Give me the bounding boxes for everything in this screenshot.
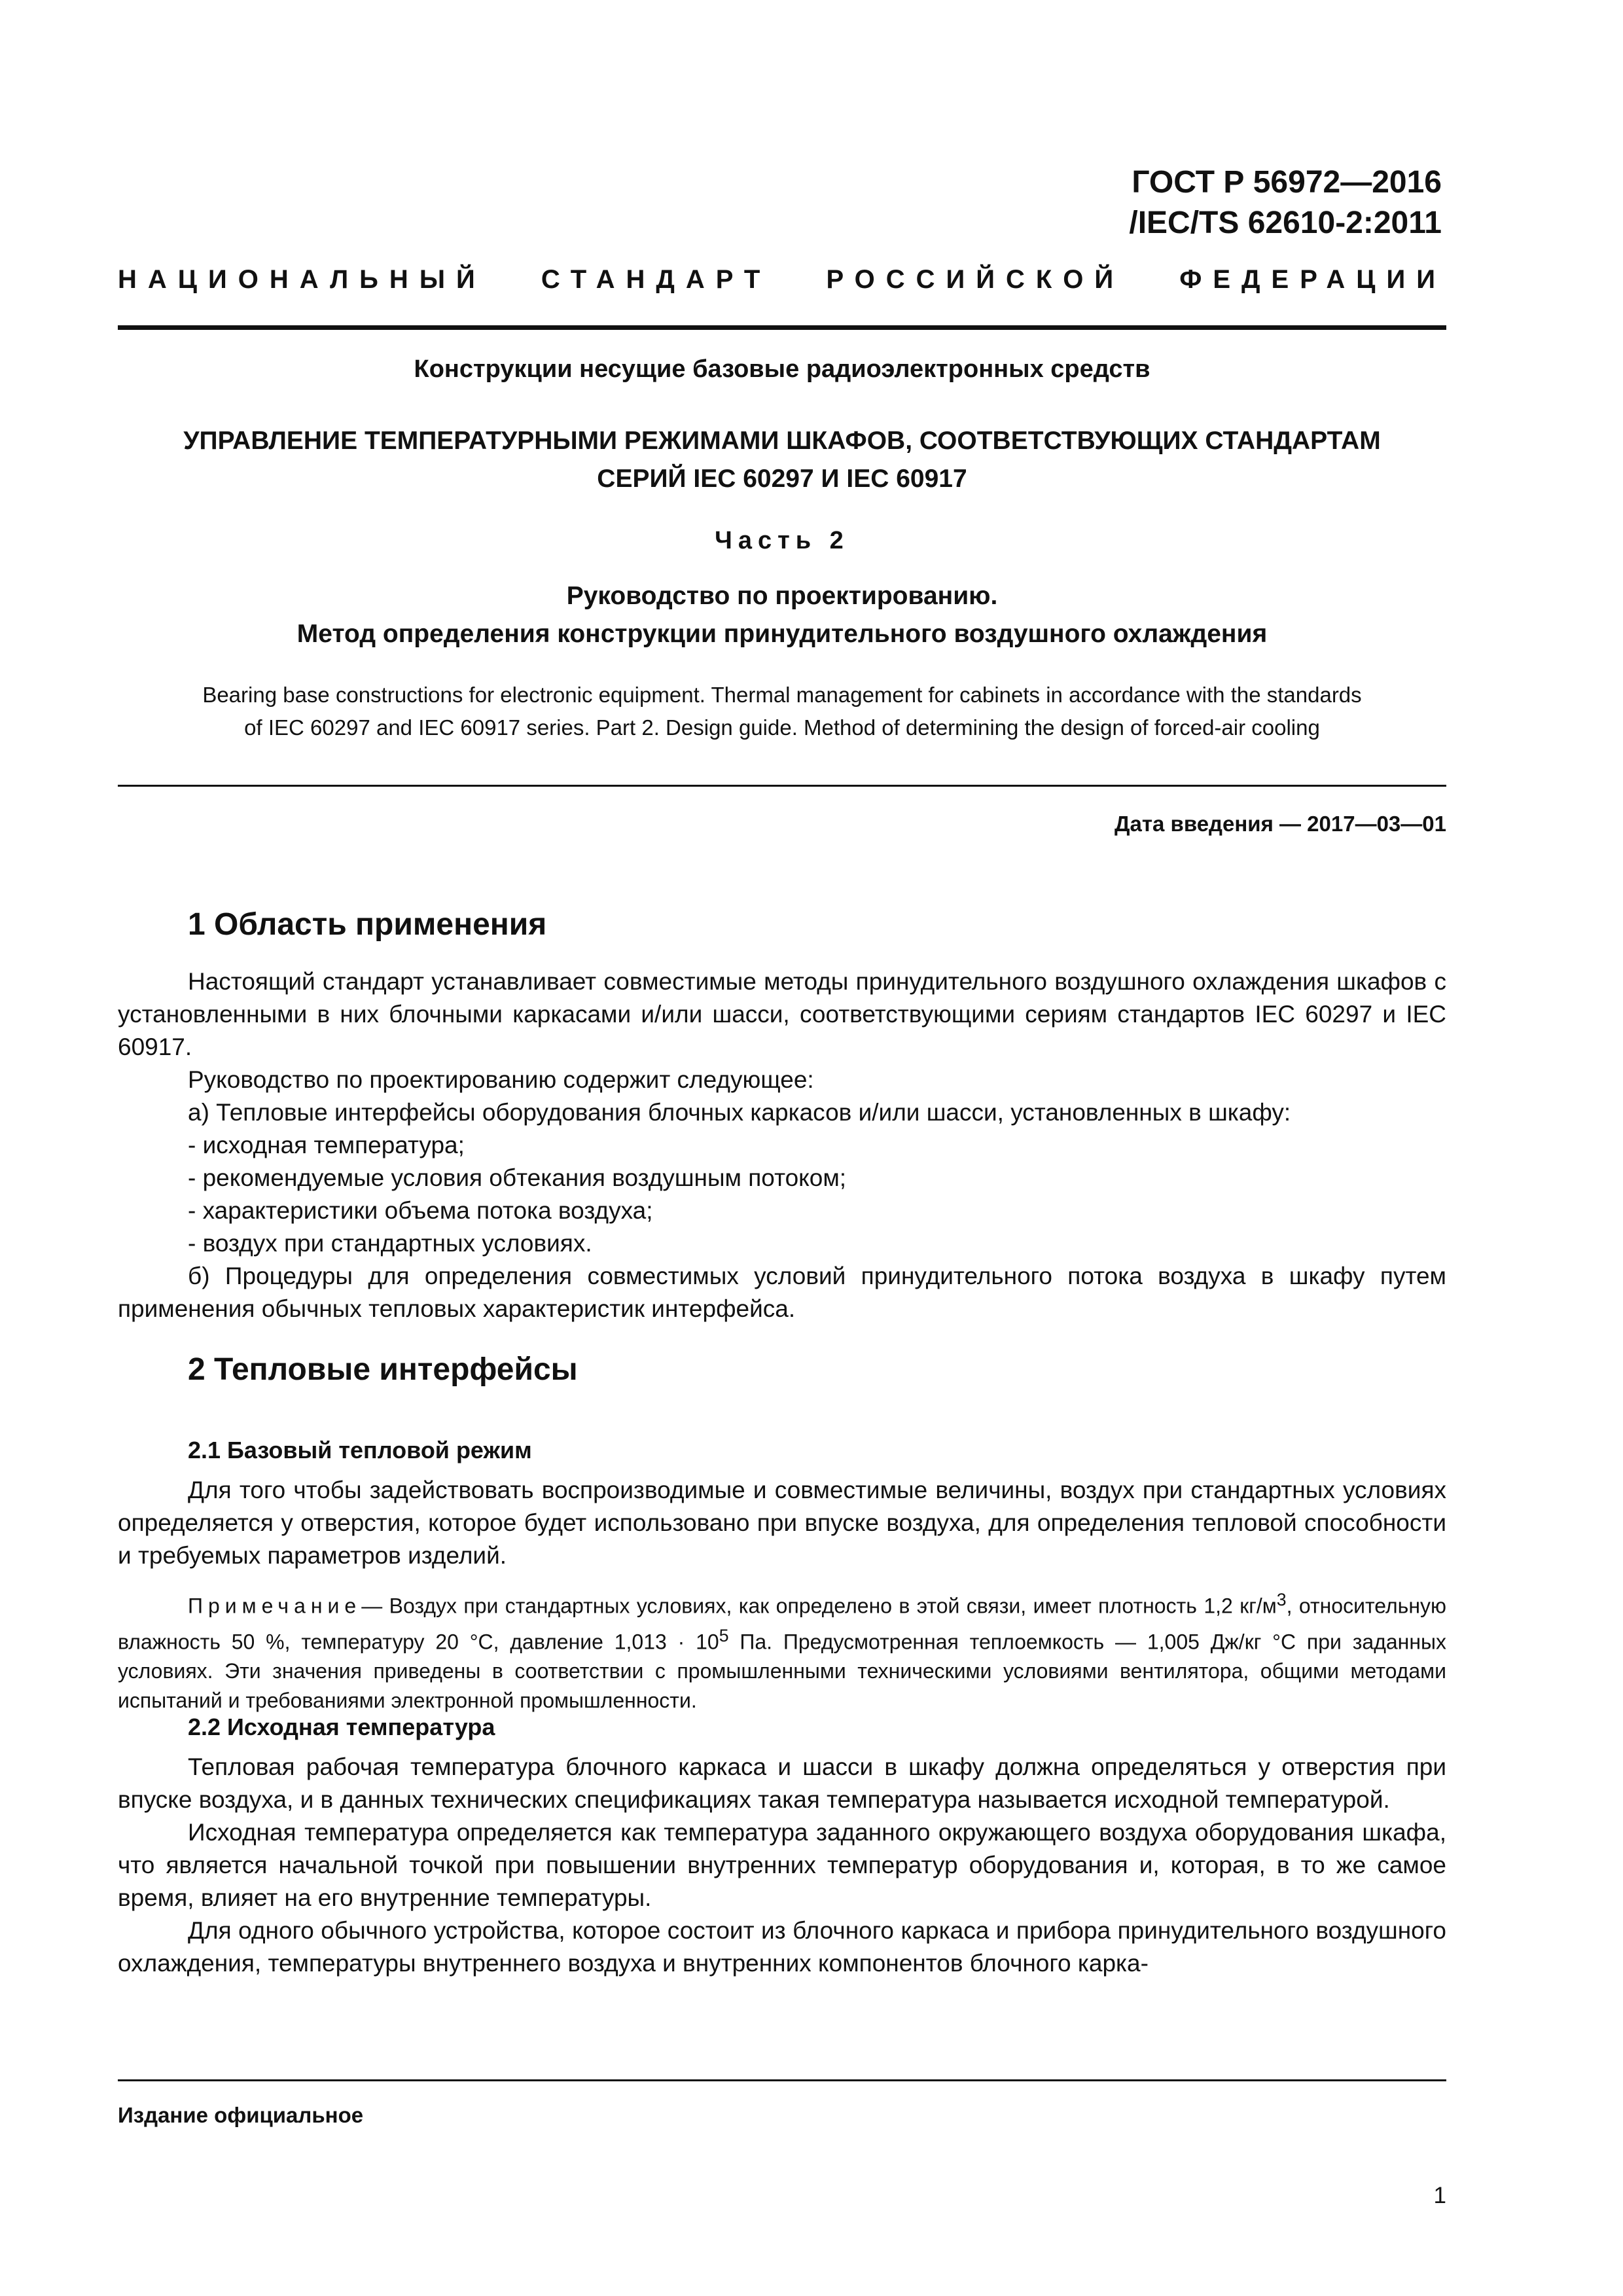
paragraph: Руководство по проектированию содержит следующее: xyxy=(188,1066,814,1093)
title-main xyxy=(118,422,1446,498)
title-sub xyxy=(118,577,1446,653)
banner-word: НАЦИОНАЛЬНЫЙ xyxy=(118,265,486,294)
note-text: Па. Предусмотренная теплоемкость — 1,005 Дж/кг °С при заданных условиях. Эти значения приведены в соответствии с промышленными техническими условиями вентилятора, общими методами испытаний и требованиями электронной промышленности. xyxy=(118,1630,1447,1713)
section-2-heading: 2 Тепловые интерфейсы xyxy=(188,1352,578,1387)
title-sub-line: Метод определения конструкции принудительного воздушного охлаждения xyxy=(296,620,1268,648)
english-title xyxy=(118,679,1446,744)
note-text: , относительную влажность 50 %, температуру 20 °С, давление 1,013 · 10 xyxy=(118,1594,1447,1654)
section-1-body xyxy=(118,965,1446,1325)
paragraph: Настоящий стандарт устанавливает совместимые методы принудительного воздушного охлаждения шкафов с установленными в них блочными каркасами и/или шасси, соответствующими сериям стандартов IEC 60297 и IEC 60917. xyxy=(118,968,1446,1060)
national-standard-banner xyxy=(118,265,1446,295)
document-code xyxy=(1129,162,1442,243)
iec-code: /IEC/TS 62610-2:2011 xyxy=(1129,206,1442,240)
note-superscript: 3 xyxy=(1276,1590,1287,1609)
section-2-2-body xyxy=(118,1751,1446,1980)
title-main-line: СЕРИЙ IEC 60297 И IEC 60917 xyxy=(597,465,967,493)
paragraph: Исходная температура определяется как температура заданного окружающего воздуха оборудования шкафа, что является начальной точкой при повышении внутренних температур оборудования и, которая, в то же самое время, влияет на его внутренние температуры. xyxy=(118,1819,1446,1911)
section-1-heading: 1 Область применения xyxy=(188,907,547,942)
list-item: - исходная температура; xyxy=(188,1132,465,1158)
list-item: - характеристики объема потока воздуха; xyxy=(188,1197,653,1224)
gost-code: ГОСТ Р 56972—2016 xyxy=(1132,165,1442,200)
middle-divider xyxy=(118,785,1446,787)
note-label: Примечание xyxy=(188,1594,362,1618)
banner-word: РОССИЙСКОЙ xyxy=(826,265,1125,294)
list-item: - рекомендуемые условия обтекания воздушным потоком; xyxy=(188,1164,847,1191)
section-2-2-heading: 2.2 Исходная температура xyxy=(188,1713,495,1740)
page-number: 1 xyxy=(1433,2183,1446,2208)
list-item: - воздух при стандартных условиях. xyxy=(188,1230,592,1257)
title-main-line: УПРАВЛЕНИЕ ТЕМПЕРАТУРНЫМИ РЕЖИМАМИ ШКАФОВ, СООТВЕТСТВУЮЩИХ СТАНДАРТАМ xyxy=(183,427,1381,455)
english-title-line: of IEC 60297 and IEC 60917 series. Part 2. Design guide. Method of determining the design of forced-air cooling xyxy=(244,715,1320,740)
paragraph: Для того чтобы задействовать воспроизводимые и совместимые величины, воздух при стандартных условиях определяется у отверстия, которое будет использовано при впуске воздуха, для определения тепловой способности и требуемых параметров изделий. xyxy=(118,1477,1446,1569)
paragraph: Тепловая рабочая температура блочного каркаса и шасси в шкафу должна определяться у отверстия при впуске воздуха, и в данных технических спецификациях такая температура называется исходной температурой. xyxy=(118,1753,1446,1813)
top-divider xyxy=(118,325,1446,330)
banner-word: ФЕДЕРАЦИИ xyxy=(1179,265,1446,294)
edition-label: Издание официальное xyxy=(118,2103,364,2127)
bottom-divider xyxy=(118,2079,1446,2081)
title-general: Конструкции несущие базовые радиоэлектронных средств xyxy=(414,355,1150,383)
part-label: Часть 2 xyxy=(715,527,849,554)
banner-word: СТАНДАРТ xyxy=(541,265,772,294)
section-2-1-body xyxy=(118,1474,1446,1572)
note xyxy=(118,1585,1446,1715)
list-item: б) Процедуры для определения совместимых условий принудительного потока воздуха в шкафу путем применения обычных тепловых характеристик интерфейса. xyxy=(118,1263,1446,1322)
title-sub-line: Руководство по проектированию. xyxy=(566,582,998,610)
list-item: а) Тепловые интерфейсы оборудования блочных каркасов и/или шасси, установленных в шкафу: xyxy=(188,1099,1291,1126)
introduction-date: Дата введения — 2017—03—01 xyxy=(1115,812,1446,836)
note-superscript: 5 xyxy=(719,1625,729,1645)
english-title-line: Bearing base constructions for electronic equipment. Thermal management for cabinets in accordance with the standards xyxy=(202,683,1362,707)
section-2-1-heading: 2.1 Базовый тепловой режим xyxy=(188,1437,532,1463)
note-text: — Воздух при стандартных условиях, как определено в этой связи, имеет плотность 1,2 кг/м xyxy=(361,1594,1277,1618)
paragraph: Для одного обычного устройства, которое состоит из блочного каркаса и прибора принудительного воздушного охлаждения, температуры внутреннего воздуха и внутренних компонентов блочного карка- xyxy=(118,1917,1446,1977)
